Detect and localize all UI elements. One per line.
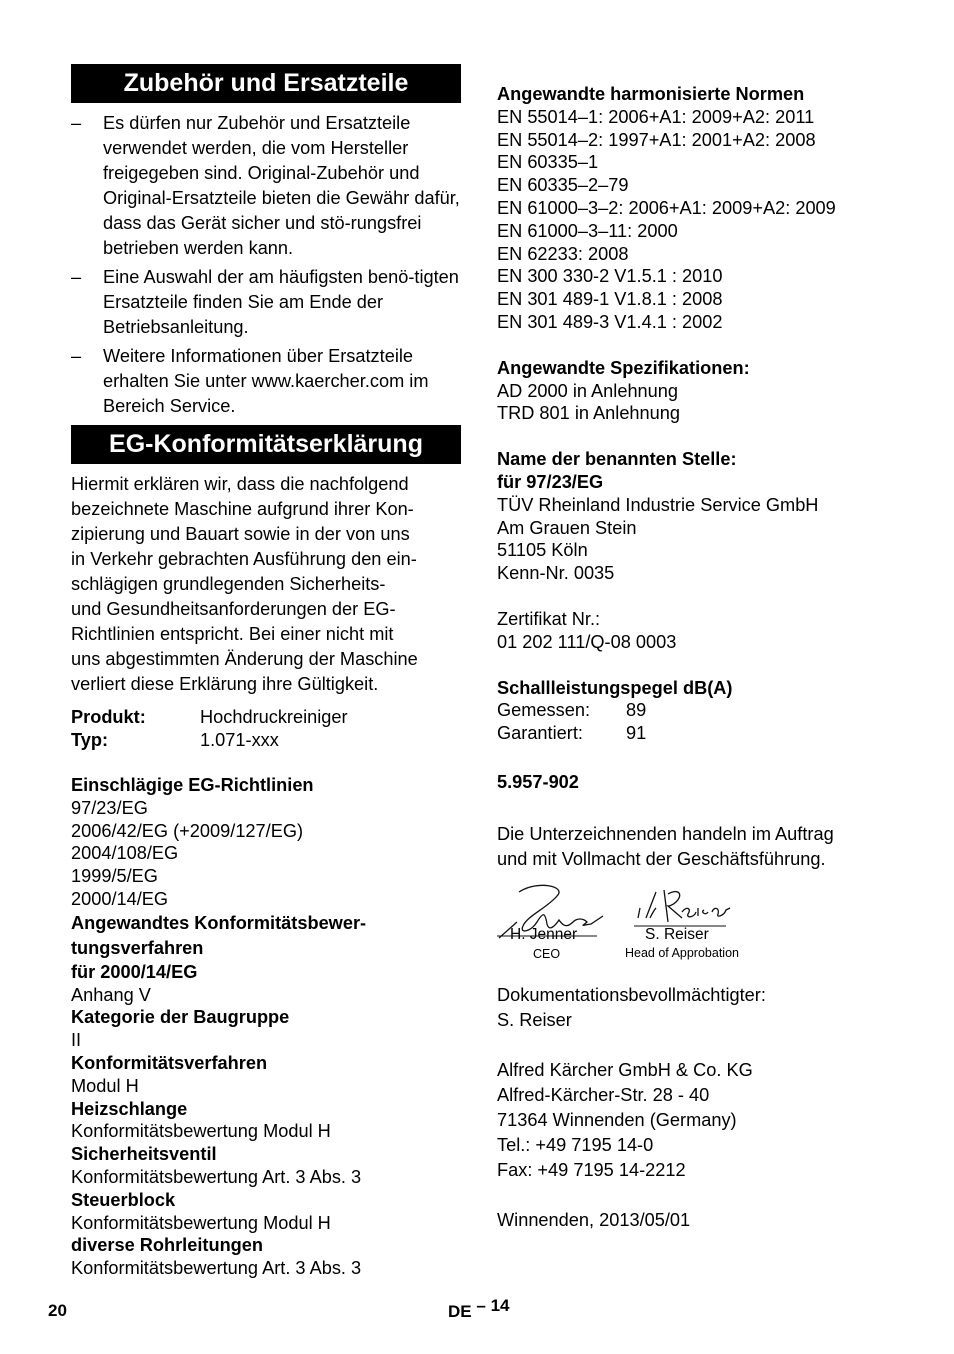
norm-line: EN 60335–2–79: [497, 175, 629, 196]
norm-line: EN 62233: 2008: [497, 243, 629, 264]
section-title: für 2000/14/EG: [71, 961, 198, 982]
intro-line: in Verkehr gebrachten Ausführung den ein-: [71, 549, 417, 569]
signature-block: [497, 882, 917, 972]
section-line: Anhang V: [71, 984, 151, 1005]
guaranteed-row: [497, 722, 917, 745]
signers-line: und mit Vollmacht der Geschäftsführung.: [497, 848, 826, 869]
section-line: 2004/108/EG: [71, 843, 179, 864]
right-column: [497, 83, 917, 1233]
doc-label: Dokumentationsbevollmächtigter:: [497, 984, 766, 1005]
type-row: [71, 729, 461, 752]
norm-line: EN 61000–3–11: 2000: [497, 220, 678, 241]
sound-title: Schallleistungspegel dB(A): [497, 677, 733, 698]
section-title: Sicherheitsventil: [71, 1144, 217, 1165]
address-line: Tel.: +49 7195 14-0: [497, 1134, 654, 1155]
list-item: [71, 265, 461, 340]
section-title: Steuerblock: [71, 1189, 176, 1210]
address-line: Alfred-Kärcher-Str. 28 - 40: [497, 1084, 710, 1105]
product-label: Produkt:: [71, 707, 146, 727]
intro-line: und Gesundheitsanforderungen der EG-: [71, 599, 396, 619]
intro-line: verliert diese Erklärung ihre Gültigkeit.: [71, 674, 379, 694]
intro-line: zipierung und Bauart sowie in der von uns: [71, 524, 410, 544]
measured-label: Gemessen:: [497, 700, 590, 721]
notified-body-title: Name der benannten Stelle:: [497, 449, 737, 470]
product-value: Hochdruckreiniger: [200, 707, 348, 727]
notified-body-subtitle: für 97/23/EG: [497, 471, 604, 492]
section-line: II: [71, 1030, 82, 1051]
norm-line: EN 61000–3–2: 2006+A1: 2009+A2: 2009: [497, 197, 836, 218]
section-line: Modul H: [71, 1075, 139, 1096]
norm-line: EN 301 489-1 V1.8.1 : 2008: [497, 289, 723, 310]
norm-line: EN 301 489-3 V1.4.1 : 2002: [497, 311, 723, 332]
spec-title: Angewandte Spezifikationen:: [497, 357, 750, 378]
section-line: Konformitätsbewertung Modul H: [71, 1121, 331, 1142]
list-item-text: Weitere Informationen über Ersatzteile erhalten Sie unter www.kaercher.com im Bereich Service.: [103, 346, 429, 416]
type-value: 1.071-xxx: [200, 730, 279, 750]
section-line: 97/23/EG: [71, 797, 148, 818]
page-number: 20: [48, 1301, 67, 1320]
footer-dash: –: [476, 1296, 486, 1315]
intro-line: schlägigen grundlegenden Sicherheits-: [71, 574, 386, 594]
intro-line: Hiermit erklären wir, dass die nachfolgend: [71, 474, 409, 494]
notified-body-line: Kenn-Nr. 0035: [497, 563, 615, 584]
section-title: Angewandtes Konformitätsbewer-: [71, 912, 367, 933]
intro-line: uns abgestimmten Änderung der Maschine: [71, 649, 418, 669]
part-number: 5.957-902: [497, 771, 579, 792]
norm-line: EN 55014–2: 1997+A1: 2001+A2: 2008: [497, 129, 816, 150]
notified-body-line: Am Grauen Stein: [497, 517, 637, 538]
section-line: Konformitätsbewertung Art. 3 Abs. 3: [71, 1166, 362, 1187]
spec-line: TRD 801 in Anlehnung: [497, 403, 681, 424]
section-title: Heizschlange: [71, 1098, 188, 1119]
section-line: 2000/14/EG: [71, 888, 169, 909]
norm-line: EN 55014–1: 2006+A1: 2009+A2: 2011: [497, 106, 815, 127]
list-item-text: Eine Auswahl der am häufigsten benö-tigten Ersatzteile finden Sie am Ende der Betriebsanleitung.: [103, 267, 459, 337]
section-title: tungsverfahren: [71, 937, 204, 958]
address-line: Alfred Kärcher GmbH & Co. KG: [497, 1059, 753, 1080]
section-line: 1999/5/EG: [71, 866, 158, 887]
declaration-intro: [71, 472, 461, 697]
signer2-role: Head of Approbation: [625, 945, 739, 960]
type-label: Typ:: [71, 730, 109, 750]
intro-line: bezeichnete Maschine aufgrund ihrer Kon-: [71, 499, 414, 519]
list-item: [71, 111, 461, 261]
measured-row: [497, 699, 917, 722]
heading-accessories: Zubehör und Ersatzteile: [71, 64, 461, 103]
bullet-dash: –: [71, 113, 82, 133]
measured-value: 89: [626, 700, 647, 721]
norm-line: EN 300 330-2 V1.5.1 : 2010: [497, 266, 723, 287]
signer1-role: CEO: [533, 946, 561, 961]
product-row: [71, 706, 461, 729]
notified-body-line: 51105 Köln: [497, 540, 588, 561]
guaranteed-value: 91: [626, 723, 647, 744]
spec-line: AD 2000 in Anlehnung: [497, 380, 679, 401]
signer2-name: S. Reiser: [645, 925, 709, 943]
signers-line: Die Unterzeichnenden handeln im Auftrag: [497, 823, 834, 844]
guaranteed-label: Garantiert:: [497, 723, 583, 744]
footer-subpage: 14: [490, 1296, 510, 1315]
directives-block: [71, 774, 461, 1280]
section-title: Konformitätsverfahren: [71, 1052, 268, 1073]
signer1-name: H. Jenner: [510, 925, 578, 943]
list-item: [71, 344, 461, 419]
footer-lang-page: [448, 1296, 510, 1321]
notified-body-line: TÜV Rheinland Industrie Service GmbH: [497, 494, 819, 515]
address-line: Fax: +49 7195 14-2212: [497, 1159, 686, 1180]
footer-lang: DE: [448, 1302, 472, 1321]
list-item-text: Es dürfen nur Zubehör und Ersatzteile verwendet werden, die vom Hersteller freigegeben sind. Original-Zubehör und Original-Ersatzteile bieten die Gewähr dafür, dass das Gerät sicher und stö-rungsfrei betrieben werden kann.: [103, 113, 460, 258]
norm-line: EN 60335–1: [497, 152, 599, 173]
signature-reiser: [634, 884, 734, 930]
section-title: Einschlägige EG-Richtlinien: [71, 775, 314, 795]
intro-line: Richtlinien entspricht. Bei einer nicht mit: [71, 624, 394, 644]
section-title: Kategorie der Baugruppe: [71, 1007, 290, 1028]
address-line: 71364 Winnenden (Germany): [497, 1109, 737, 1130]
bullet-dash: –: [71, 346, 82, 366]
certificate-number: 01 202 111/Q-08 0003: [497, 631, 677, 652]
norms-title: Angewandte harmonisierte Normen: [497, 84, 805, 104]
product-info: [71, 706, 461, 752]
certificate-label: Zertifikat Nr.:: [497, 608, 601, 629]
section-line: Konformitätsbewertung Modul H: [71, 1212, 331, 1233]
doc-name: S. Reiser: [497, 1009, 572, 1030]
left-column: [71, 64, 461, 1280]
section-line: Konformitätsbewertung Art. 3 Abs. 3: [71, 1258, 362, 1279]
section-title: diverse Rohrleitungen: [71, 1235, 264, 1256]
place-date: Winnenden, 2013/05/01: [497, 1209, 691, 1230]
heading-declaration: EG-Konformitätserklärung: [71, 425, 461, 464]
section-line: 2006/42/EG (+2009/127/EG): [71, 820, 304, 841]
bullet-dash: –: [71, 267, 82, 287]
accessories-list: [71, 111, 461, 419]
